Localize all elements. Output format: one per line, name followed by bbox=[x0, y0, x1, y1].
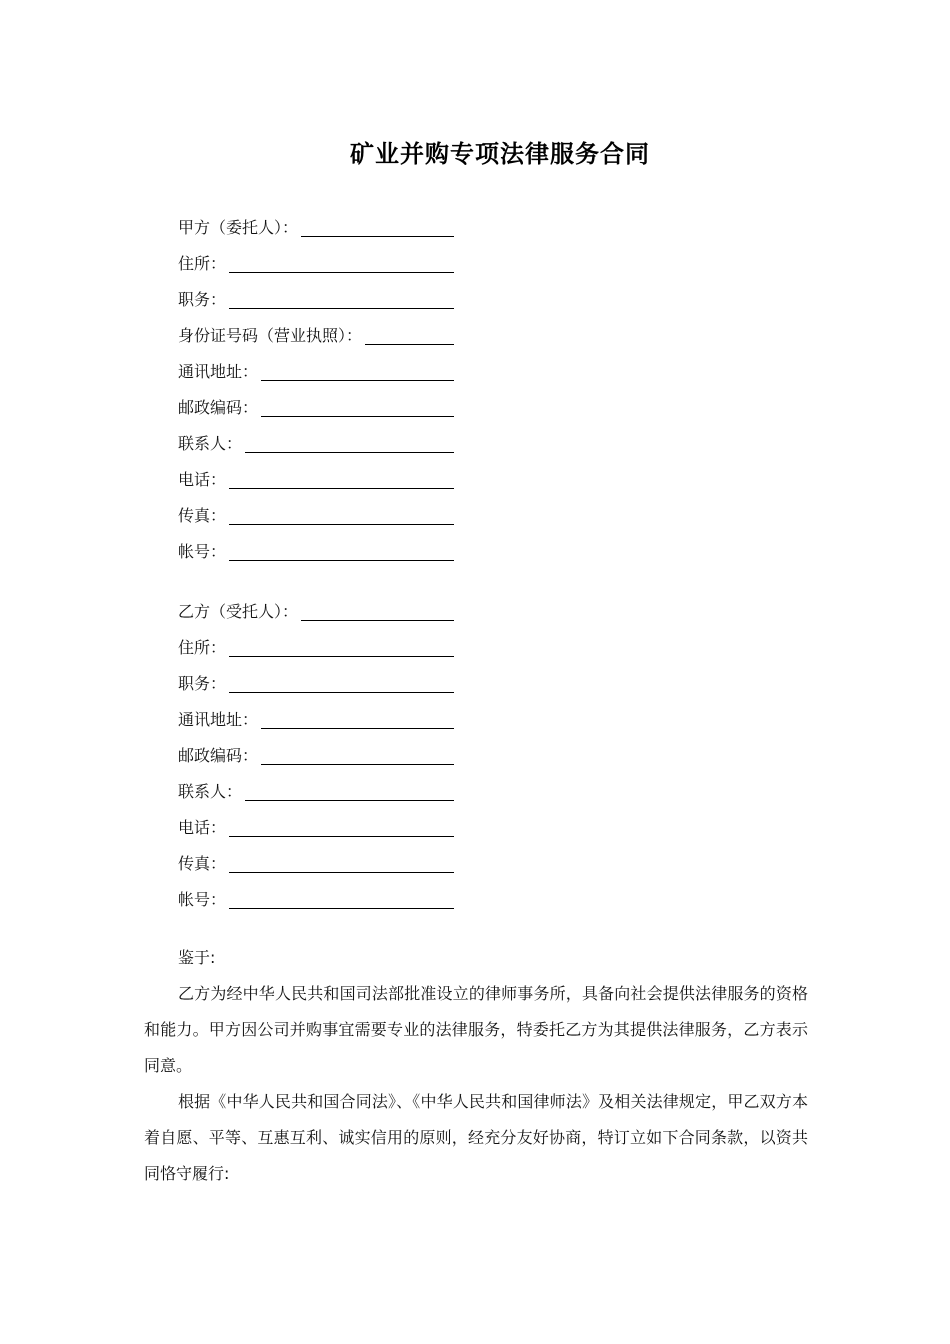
field-label: 住所： bbox=[178, 638, 227, 657]
fill-in-blank[interactable] bbox=[229, 470, 454, 489]
field-label: 帐号： bbox=[178, 542, 227, 561]
party-a-address-field bbox=[178, 252, 454, 276]
fill-in-blank[interactable] bbox=[301, 602, 454, 621]
party-a-postal-code-field bbox=[178, 396, 454, 420]
party-a-id-number-field bbox=[178, 324, 454, 348]
fill-in-blank[interactable] bbox=[245, 782, 454, 801]
field-label: 联系人： bbox=[178, 782, 243, 801]
field-label: 通讯地址： bbox=[178, 710, 259, 729]
party-a-contact-field bbox=[178, 432, 454, 456]
party-a-fax-field bbox=[178, 504, 454, 528]
fill-in-blank[interactable] bbox=[229, 506, 454, 525]
field-label: 职务： bbox=[178, 290, 227, 309]
field-label: 帐号： bbox=[178, 890, 227, 909]
fill-in-blank[interactable] bbox=[229, 290, 454, 309]
field-label: 住所： bbox=[178, 254, 227, 273]
fill-in-blank[interactable] bbox=[229, 854, 454, 873]
field-label: 身份证号码（营业执照）： bbox=[178, 326, 363, 345]
field-label: 职务： bbox=[178, 674, 227, 693]
document-title: 矿业并购专项法律服务合同 bbox=[350, 139, 650, 168]
field-label: 传真： bbox=[178, 854, 227, 873]
party-b-mailing-address-field bbox=[178, 708, 454, 732]
field-label: 通讯地址： bbox=[178, 362, 259, 381]
fill-in-blank[interactable] bbox=[229, 674, 454, 693]
field-label: 电话： bbox=[178, 470, 227, 489]
recital-paragraph-2: 根据《中华人民共和国合同法》、《中华人民共和国律师法》及相关法律规定，甲乙双方本着自愿、平等、互惠互利、诚实信用的原则，经充分友好协商，特订立如下合同条款，以资共同恪守履行: bbox=[144, 1092, 808, 1183]
field-label: 联系人： bbox=[178, 434, 243, 453]
fill-in-blank[interactable] bbox=[229, 254, 454, 273]
party-b-phone-field bbox=[178, 816, 454, 840]
party-b-postal-code-field bbox=[178, 744, 454, 768]
field-label: 乙方（受托人）： bbox=[178, 602, 299, 621]
party-a-mailing-address-field bbox=[178, 360, 454, 384]
fill-in-blank[interactable] bbox=[229, 638, 454, 657]
party-b-name-field bbox=[178, 600, 454, 624]
fill-in-blank[interactable] bbox=[365, 326, 454, 345]
party-b-address-field bbox=[178, 636, 454, 660]
field-label: 邮政编码： bbox=[178, 398, 259, 417]
party-b-fax-field bbox=[178, 852, 454, 876]
whereas-heading: 鉴于: bbox=[178, 948, 216, 967]
fill-in-blank[interactable] bbox=[229, 890, 454, 909]
fill-in-blank[interactable] bbox=[261, 398, 454, 417]
field-label: 电话： bbox=[178, 818, 227, 837]
party-b-contact-field bbox=[178, 780, 454, 804]
party-a-account-field bbox=[178, 540, 454, 564]
party-a-phone-field bbox=[178, 468, 454, 492]
field-label: 甲方（委托人）： bbox=[178, 218, 299, 237]
party-a-name-field bbox=[178, 216, 454, 240]
field-label: 传真： bbox=[178, 506, 227, 525]
fill-in-blank[interactable] bbox=[261, 362, 454, 381]
fill-in-blank[interactable] bbox=[229, 542, 454, 561]
fill-in-blank[interactable] bbox=[261, 746, 454, 765]
fill-in-blank[interactable] bbox=[245, 434, 454, 453]
party-a-position-field bbox=[178, 288, 454, 312]
party-b-account-field bbox=[178, 888, 454, 912]
fill-in-blank[interactable] bbox=[229, 818, 454, 837]
party-b-position-field bbox=[178, 672, 454, 696]
recital-paragraph-1: 乙方为经中华人民共和国司法部批准设立的律师事务所，具备向社会提供法律服务的资格和能力。甲方因公司并购事宜需要专业的法律服务，特委托乙方为其提供法律服务，乙方表示同意。 bbox=[144, 984, 808, 1075]
field-label: 邮政编码： bbox=[178, 746, 259, 765]
fill-in-blank[interactable] bbox=[301, 218, 454, 237]
fill-in-blank[interactable] bbox=[261, 710, 454, 729]
